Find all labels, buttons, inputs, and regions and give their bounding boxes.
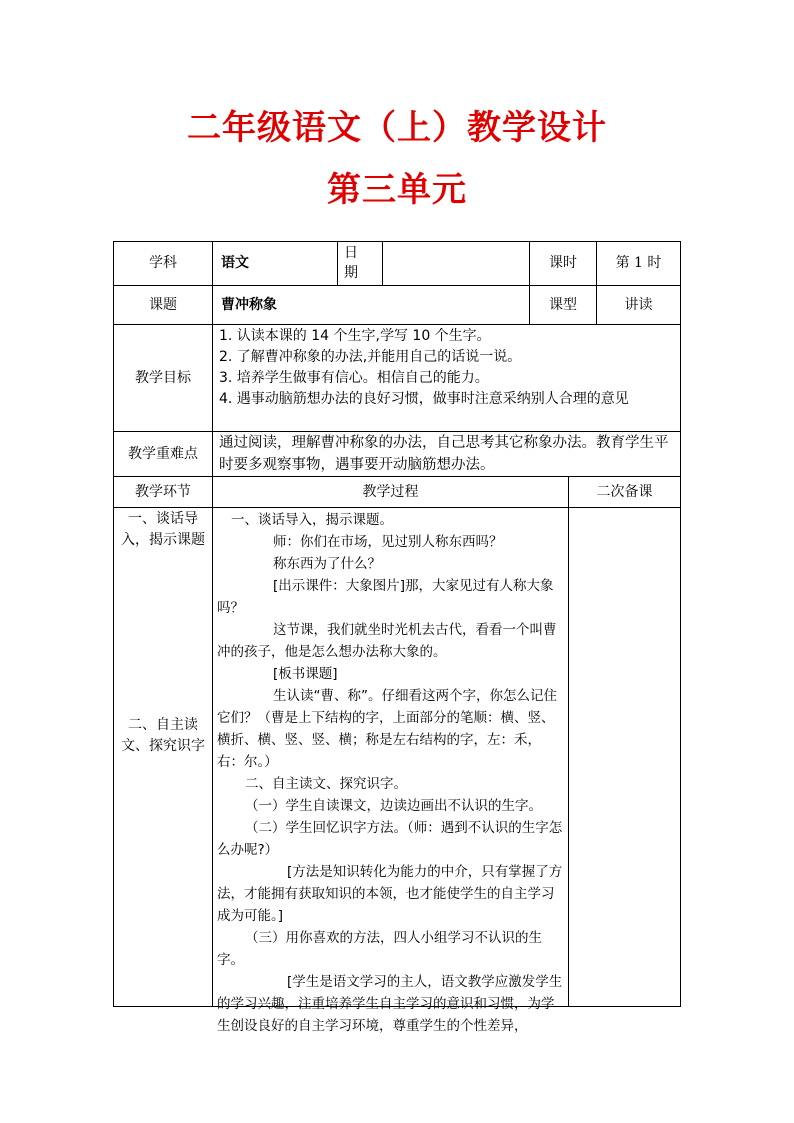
subject-label: 学科	[149, 255, 177, 271]
topic-value: 曹冲称象	[221, 297, 277, 313]
goal-item: 4. 遇事动脑筋想办法的良好习惯，做事时注意采纳别人合理的意见	[219, 391, 629, 407]
process-paragraph: （二）学生回忆识字方法。（师：遇到不认识的生字怎么办呢?）	[217, 820, 563, 858]
date-label: 日期	[344, 245, 358, 281]
type-value: 讲读	[624, 296, 653, 313]
table-rule	[337, 241, 338, 285]
goal-item: 2. 了解曹冲称象的办法,并能用自己的话说一说。	[219, 349, 522, 365]
stage-1: 一、谈话导入，揭示课题	[121, 511, 205, 548]
goal-item: 3. 培养学生做事有信心。相信自己的能力。	[219, 370, 489, 386]
process-paragraph: （一）学生自读课文，边读边画出不认识的生字。	[245, 798, 542, 814]
process-paragraph: （三）用你喜欢的方法，四人小组学习不认识的生字。	[217, 930, 542, 968]
process-paragraph: 这节课，我们就坐时光机去古代，看看一个叫曹冲的孩子，他是怎么想办法称大象的。	[217, 622, 557, 660]
table-rule	[212, 241, 213, 1007]
goals-label: 教学目标	[135, 369, 191, 386]
process-paragraph: 称东西为了什么？	[273, 556, 381, 572]
date-value	[386, 253, 526, 275]
document-title: 二年级语文（上）教学设计	[187, 108, 607, 148]
teaching-process	[217, 509, 565, 1034]
table-rule	[568, 476, 569, 1006]
table-border-right	[680, 241, 681, 1007]
process-paragraph: 一、谈话导入，揭示课题。	[231, 512, 393, 528]
process-paragraph: 师：你们在市场，见过别人称东西吗？	[273, 534, 503, 550]
goal-item: 1. 认读本课的 14 个生字,学写 10 个生字。	[219, 328, 491, 344]
period-value: 第 1 时	[615, 255, 662, 271]
process-paragraph: 生认读“曹、称”。仔细看这两个字，你怎么记住它们？（曹是上下结构的字，上面部分的笔顺：横、竖、横折、横、竖、竖、横；称是左右结构的字，左：禾，右：尔。）	[217, 688, 557, 770]
process-paragraph: [出示课件：大象图片]那，大家见过有人称大象吗？	[217, 578, 554, 616]
process-paragraph: [方法是知识转化为能力的中介，只有掌握了方法，才能拥有获取知识的本领，也才能使学生的自主学习成为可能。]	[217, 864, 563, 924]
unit-title: 第三单元	[327, 170, 467, 210]
key-points-label: 教学重难点	[128, 445, 198, 462]
process-column-header: 教学过程	[362, 483, 419, 500]
stage-column-header: 教学环节	[135, 483, 191, 500]
period-label: 课时	[549, 255, 577, 271]
process-paragraph: [板书课题]	[273, 666, 338, 682]
process-paragraph: [学生是语文学习的主人，语文教学应激发学生的学习兴趣，注重培养学生自主学习的意识和习惯，为学生创设良好的自主学习环境，尊重学生的个性差异，	[217, 974, 563, 1034]
second-prep-column-header: 二次备课	[596, 483, 653, 500]
subject-value: 语文	[221, 255, 249, 271]
table-rule	[113, 507, 681, 508]
goals-list	[219, 326, 676, 430]
key-points-text: 通过阅读，理解曹冲称象的办法，自己思考其它称象办法。教育学生平时要多观察事物，遇事要开动脑筋想办法。	[219, 435, 669, 473]
type-label: 课型	[549, 296, 577, 313]
table-rule	[382, 241, 383, 285]
stage-2: 二、自主读文、探究识字	[121, 717, 205, 754]
process-paragraph: 二、自主读文、探究识字。	[245, 776, 407, 792]
topic-label: 课题	[149, 296, 177, 313]
